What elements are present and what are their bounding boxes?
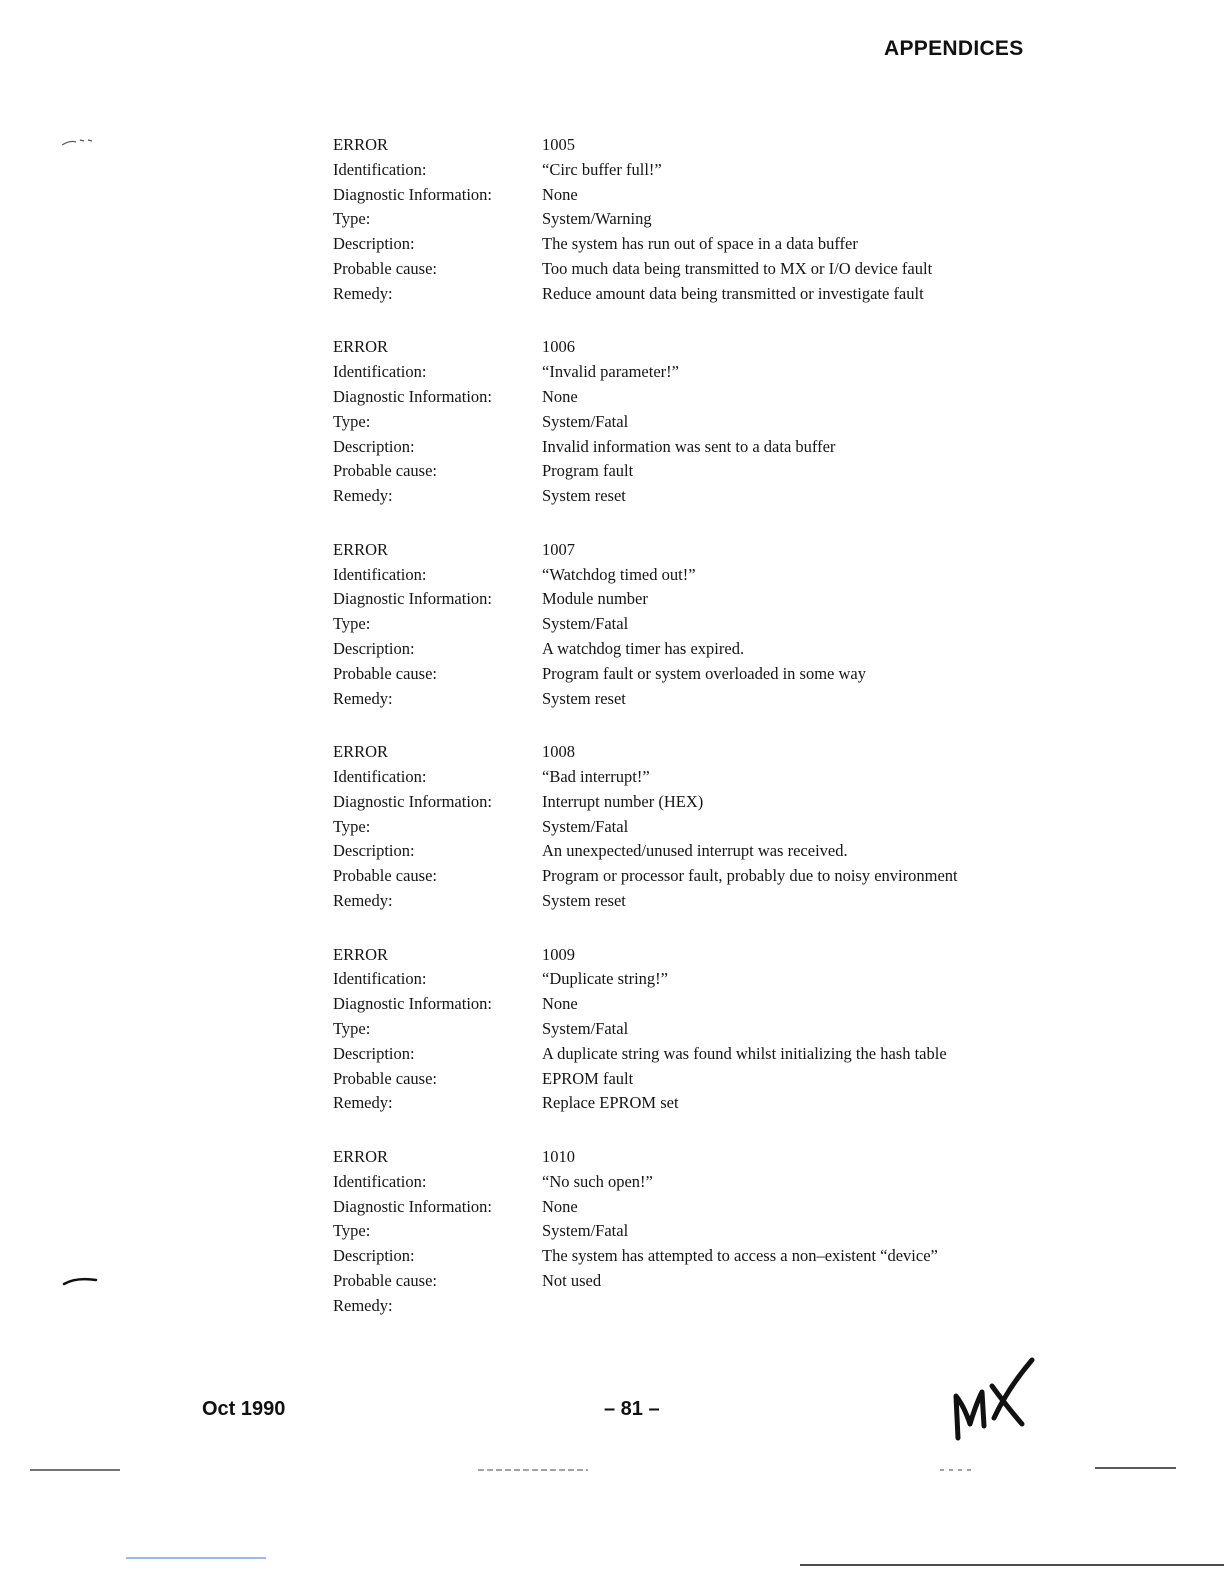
error-label: ERROR — [333, 742, 389, 762]
description-value: The system has run out of space in a data buffer — [542, 234, 858, 254]
identification-label: Identification: — [333, 766, 427, 786]
identification-value: “No such open!” — [542, 1171, 653, 1191]
description-value: A duplicate string was found whilst initializing the hash table — [542, 1043, 947, 1063]
error-entry-1010 — [333, 1145, 1033, 1347]
diagnostic-label: Diagnostic Information: — [333, 1196, 493, 1216]
page-number: – 81 – — [604, 1398, 660, 1420]
diagnostic-label: Diagnostic Information: — [333, 994, 493, 1014]
remedy-value: System reset — [542, 890, 626, 910]
diagnostic-value: Module number — [542, 589, 648, 609]
error-code-row — [333, 1145, 1033, 1170]
scan-edge-lines — [0, 1460, 1224, 1584]
identification-row — [333, 563, 1033, 588]
type-label: Type: — [333, 209, 371, 229]
error-code: 1005 — [542, 135, 575, 154]
cause-row — [333, 1269, 1033, 1294]
diagnostic-value: None — [542, 184, 578, 204]
identification-label: Identification: — [333, 1171, 427, 1191]
identification-row — [333, 158, 1033, 183]
cause-row — [333, 257, 1033, 282]
type-label: Type: — [333, 1221, 371, 1241]
identification-row — [333, 1170, 1033, 1195]
remedy-label: Remedy: — [333, 1295, 393, 1315]
identification-value: “Circ buffer full!” — [542, 159, 662, 179]
description-value: A watchdog timer has expired. — [542, 638, 745, 658]
cause-row — [333, 459, 1033, 484]
cause-label: Probable cause: — [333, 258, 438, 278]
identification-label: Identification: — [333, 362, 427, 382]
identification-row — [333, 765, 1033, 790]
remedy-label: Remedy: — [333, 688, 393, 708]
identification-label: Identification: — [333, 564, 427, 584]
description-row — [333, 232, 1033, 257]
type-label: Type: — [333, 1018, 371, 1038]
remedy-row — [333, 889, 1033, 914]
remedy-label: Remedy: — [333, 890, 393, 910]
type-row — [333, 207, 1033, 232]
description-label: Description: — [333, 1246, 415, 1266]
cause-label: Probable cause: — [333, 866, 438, 886]
remedy-value: Replace EPROM set — [542, 1093, 679, 1113]
cause-value: Program fault or system overloaded in some way — [542, 663, 866, 683]
error-entry-1006 — [333, 335, 1033, 537]
cause-value: Program or processor fault, probably due to noisy environment — [542, 866, 958, 886]
identification-value: “Bad interrupt!” — [542, 766, 650, 786]
diagnostic-row — [333, 385, 1033, 410]
diagnostic-row — [333, 992, 1033, 1017]
remedy-row — [333, 1294, 1033, 1319]
cause-value: Program fault — [542, 461, 634, 481]
remedy-value — [542, 1294, 1033, 1319]
type-row — [333, 1219, 1033, 1244]
error-code: 1010 — [542, 1146, 575, 1166]
scan-mark-left — [60, 1272, 100, 1288]
description-value: An unexpected/unused interrupt was received. — [542, 841, 848, 861]
cause-label: Probable cause: — [333, 1068, 438, 1088]
error-entry-1009 — [333, 943, 1033, 1145]
description-label: Description: — [333, 436, 415, 456]
diagnostic-row — [333, 183, 1033, 208]
diagnostic-value: None — [542, 386, 578, 406]
error-label: ERROR — [333, 135, 389, 154]
cause-label: Probable cause: — [333, 461, 438, 481]
type-value: System/Fatal — [542, 816, 629, 836]
description-row — [333, 1244, 1033, 1269]
description-row — [333, 637, 1033, 662]
diagnostic-label: Diagnostic Information: — [333, 386, 493, 406]
description-label: Description: — [333, 638, 415, 658]
error-code: 1009 — [542, 944, 575, 964]
identification-value: “Duplicate string!” — [542, 969, 668, 989]
description-label: Description: — [333, 234, 415, 254]
diagnostic-label: Diagnostic Information: — [333, 589, 493, 609]
type-value: System/Fatal — [542, 1221, 629, 1241]
error-code-row — [333, 943, 1033, 968]
remedy-value: Reduce amount data being transmitted or investigate fault — [542, 283, 924, 303]
error-label: ERROR — [333, 539, 389, 559]
diagnostic-value: None — [542, 994, 578, 1014]
identification-label: Identification: — [333, 159, 427, 179]
diagnostic-label: Diagnostic Information: — [333, 184, 493, 204]
error-label: ERROR — [333, 944, 389, 964]
remedy-label: Remedy: — [333, 486, 393, 506]
remedy-row — [333, 687, 1033, 712]
type-row — [333, 1017, 1033, 1042]
type-label: Type: — [333, 816, 371, 836]
diagnostic-row — [333, 587, 1033, 612]
type-value: System/Warning — [542, 209, 652, 229]
identification-row — [333, 967, 1033, 992]
identification-value: “Watchdog timed out!” — [542, 564, 696, 584]
description-row — [333, 839, 1033, 864]
error-code: 1008 — [542, 742, 575, 762]
remedy-row — [333, 1091, 1033, 1116]
scan-speck — [60, 136, 96, 148]
type-row — [333, 612, 1033, 637]
cause-row — [333, 864, 1033, 889]
cause-row — [333, 1067, 1033, 1092]
type-value: System/Fatal — [542, 614, 629, 634]
error-entry-1008 — [333, 740, 1033, 942]
description-row — [333, 435, 1033, 460]
type-row — [333, 815, 1033, 840]
description-value: The system has attempted to access a non–existent “device” — [542, 1246, 938, 1266]
diagnostic-row — [333, 790, 1033, 815]
error-code: 1007 — [542, 539, 575, 559]
type-label: Type: — [333, 411, 371, 431]
error-entry-1005 — [333, 133, 1033, 335]
remedy-label: Remedy: — [333, 1093, 393, 1113]
cause-value: EPROM fault — [542, 1068, 634, 1088]
type-value: System/Fatal — [542, 1018, 629, 1038]
type-value: System/Fatal — [542, 411, 629, 431]
remedy-row — [333, 282, 1033, 307]
error-code-row — [333, 538, 1033, 563]
diagnostic-value: None — [542, 1196, 578, 1216]
error-label: ERROR — [333, 1146, 389, 1166]
error-code-row — [333, 740, 1033, 765]
remedy-label: Remedy: — [333, 283, 393, 303]
cause-row — [333, 662, 1033, 687]
diagnostic-label: Diagnostic Information: — [333, 791, 493, 811]
error-code: 1006 — [542, 337, 575, 357]
description-row — [333, 1042, 1033, 1067]
identification-value: “Invalid parameter!” — [542, 362, 679, 382]
description-label: Description: — [333, 1043, 415, 1063]
cause-value: Too much data being transmitted to MX or I/O device fault — [542, 258, 933, 278]
cause-label: Probable cause: — [333, 1270, 438, 1290]
error-code-row — [333, 335, 1033, 360]
error-code-row — [333, 133, 1033, 158]
diagnostic-value: Interrupt number (HEX) — [542, 791, 704, 811]
description-label: Description: — [333, 841, 415, 861]
error-label: ERROR — [333, 337, 389, 357]
diagnostic-row — [333, 1195, 1033, 1220]
error-entry-1007 — [333, 538, 1033, 740]
identification-label: Identification: — [333, 969, 427, 989]
footer-date: Oct 1990 — [202, 1398, 286, 1420]
cause-label: Probable cause: — [333, 663, 438, 683]
error-list — [333, 133, 1033, 1347]
page-header-title: APPENDICES — [884, 37, 1024, 60]
identification-row — [333, 360, 1033, 385]
description-value: Invalid information was sent to a data buffer — [542, 436, 836, 456]
type-label: Type: — [333, 614, 371, 634]
remedy-value: System reset — [542, 688, 626, 708]
cause-value: Not used — [542, 1270, 602, 1290]
remedy-value: System reset — [542, 486, 626, 506]
mx-logo — [946, 1352, 1042, 1444]
type-row — [333, 410, 1033, 435]
remedy-row — [333, 484, 1033, 509]
